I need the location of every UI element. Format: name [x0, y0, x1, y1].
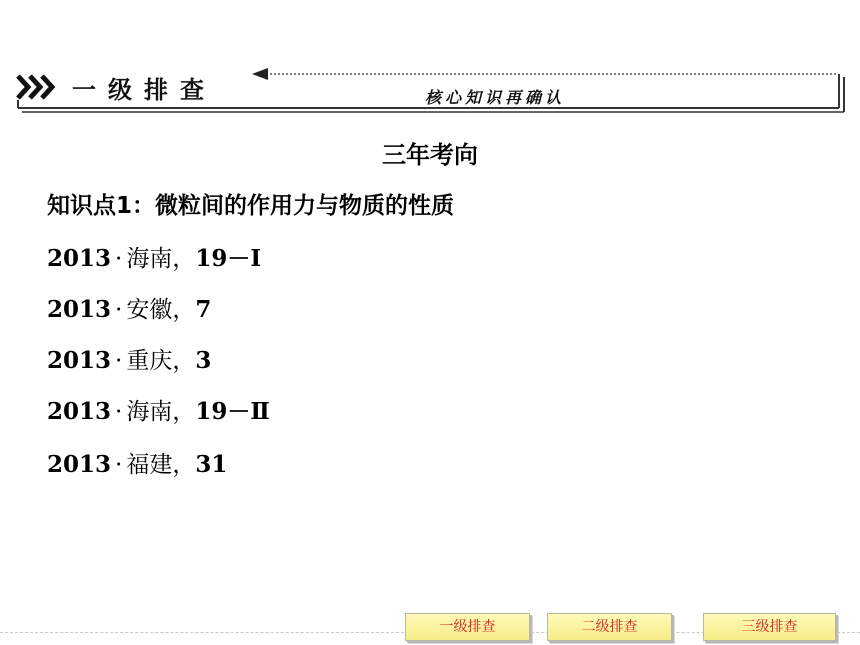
item-place: 福建， — [126, 452, 196, 478]
list-item: 2013 · 重庆，3 — [47, 347, 212, 374]
item-place: 重庆， — [126, 348, 196, 374]
section-subtitle: 核心知识再确认 — [425, 88, 566, 107]
nav-button-level-3[interactable]: 三级排查 — [703, 613, 836, 641]
item-number: 3 — [195, 347, 212, 374]
section-title-text: 一级排查 — [72, 76, 216, 104]
list-item: 2013 · 海南，19－Ⅱ — [47, 398, 270, 425]
item-year: 2013 — [47, 398, 112, 425]
item-number: 19－Ⅰ — [195, 245, 262, 272]
arrow-left-icon — [252, 68, 268, 80]
nav-button-level-1[interactable]: 一级排查 — [405, 613, 530, 641]
item-place: 海南， — [126, 246, 196, 272]
item-number: 7 — [195, 296, 212, 323]
item-number: 31 — [195, 451, 228, 478]
section-title — [72, 70, 216, 105]
item-number: 19－Ⅱ — [195, 398, 270, 425]
item-year: 2013 — [47, 347, 112, 374]
double-chevron-icon — [15, 73, 65, 101]
item-year: 2013 — [47, 451, 112, 478]
item-year: 2013 — [47, 296, 112, 323]
nav-button-level-2[interactable]: 二级排查 — [547, 613, 672, 641]
content-title: 三年考向 — [382, 141, 478, 169]
section-header — [0, 0, 860, 125]
list-item: 2013 · 安徽，7 — [47, 296, 212, 323]
list-item: 2013 · 福建，31 — [47, 451, 228, 478]
list-item: 2013 · 海南，19－Ⅰ — [47, 245, 262, 272]
item-place: 海南， — [126, 399, 196, 425]
item-year: 2013 — [47, 245, 112, 272]
knowledge-point: 知识点1：微粒间的作用力与物质的性质 — [47, 193, 455, 219]
item-place: 安徽， — [126, 297, 196, 323]
